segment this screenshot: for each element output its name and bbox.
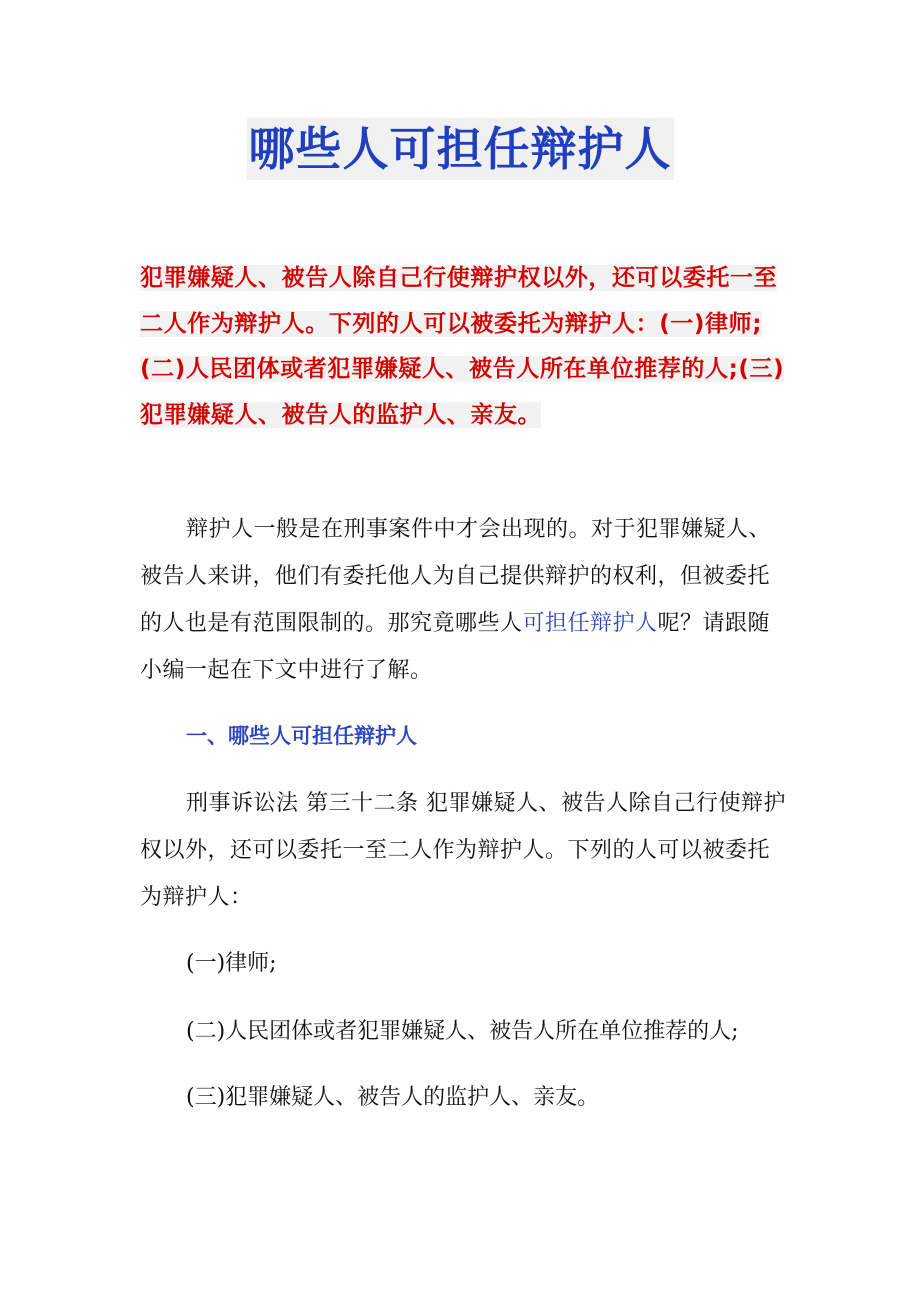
section-heading: 一、哪些人可担任辩护人 bbox=[186, 724, 417, 748]
title-container bbox=[0, 118, 920, 180]
intro-link[interactable]: 可担任辩护人 bbox=[522, 611, 658, 636]
summary-paragraph bbox=[140, 256, 790, 438]
list-item: (一)律师; bbox=[186, 951, 277, 976]
list-item: (三)犯罪嫌疑人、被告人的监护人、亲友。 bbox=[186, 1085, 600, 1110]
intro-text-after: 呢？请跟随小编一起在下文中进行了解。 bbox=[140, 611, 771, 683]
law-paragraph: 刑事诉讼法 第三十二条 犯罪嫌疑人、被告人除自己行使辩护权以外，还可以委托一至二人作为辩护人。下列的人可以被委托为辩护人： bbox=[140, 791, 786, 910]
list-item: (二)人民团体或者犯罪嫌疑人、被告人所在单位推荐的人; bbox=[186, 1019, 739, 1044]
page-title: 哪些人可担任辩护人 bbox=[247, 118, 674, 180]
intro-text-before: 辩护人一般是在刑事案件中才会出现的。对于犯罪嫌疑人、被告人来讲，他们有委托他人为自己提供辩护的权利，但被委托的人也是有范围限制的。那究竟哪些人 bbox=[140, 517, 772, 636]
summary-text: 犯罪嫌疑人、被告人除自己行使辩护权以外，还可以委托一至二人作为辩护人。下列的人可以被委托为辩护人：(一)律师;(二)人民团体或者犯罪嫌疑人、被告人所在单位推荐的人;(三)犯罪嫌疑人、被告人的监护人、亲友。 bbox=[140, 265, 785, 428]
intro-paragraph bbox=[140, 506, 790, 694]
